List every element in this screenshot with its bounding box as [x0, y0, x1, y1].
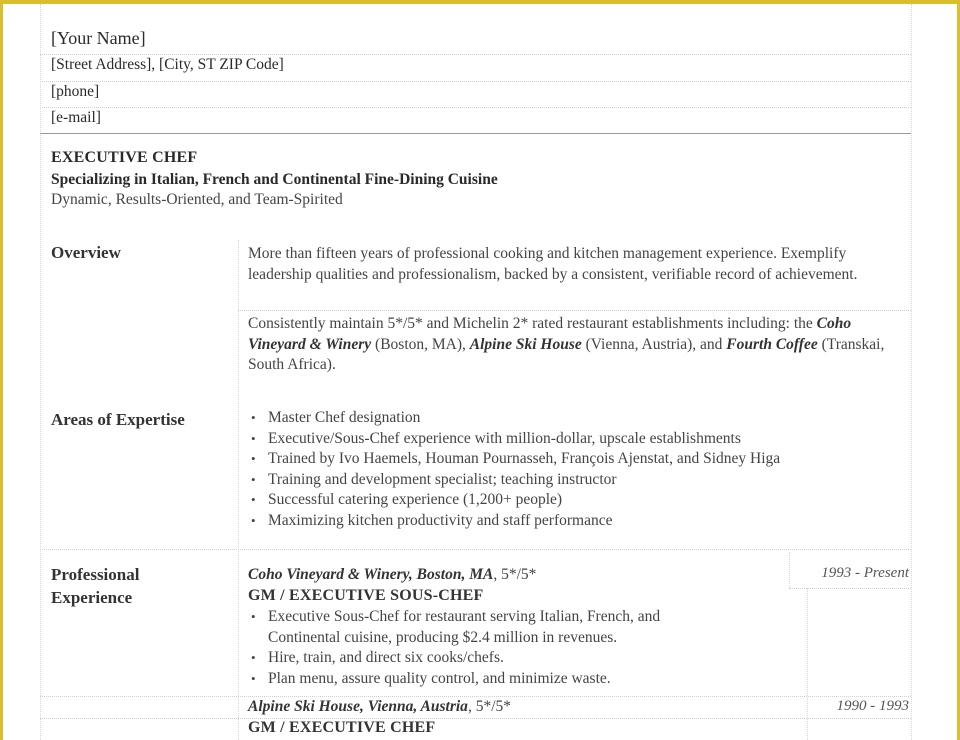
grid-line	[40, 107, 911, 108]
grid-line	[40, 81, 911, 82]
job-dates: 1990 - 1993	[836, 698, 909, 714]
section-heading-overview: Overview	[51, 243, 121, 262]
job-employer: Coho Vineyard & Winery, Boston, MA, 5*/5*	[248, 566, 537, 583]
grid-line	[40, 696, 911, 697]
resume-page	[3, 4, 957, 740]
grid-line	[238, 310, 911, 311]
traits: Dynamic, Results-Oriented, and Team-Spirited	[51, 191, 343, 208]
header-divider	[40, 133, 911, 134]
list-item: • Executive Sous-Chef for restaurant serving Italian, French, and Continental cuisine, producing $2.4 million in revenues.	[248, 607, 660, 648]
grid-line	[789, 552, 790, 588]
job-title: GM / EXECUTIVE CHEF	[248, 719, 436, 736]
job-duties-list	[248, 607, 660, 689]
job-dates: 1993 - Present	[821, 565, 909, 581]
grid-line	[238, 240, 239, 740]
list-item: • Master Chef designation	[248, 408, 780, 429]
grid-line	[789, 588, 911, 589]
list-item: • Plan menu, assure quality control, and minimize waste.	[248, 669, 660, 690]
list-item: • Training and development specialist; teaching instructor	[248, 470, 780, 491]
venue-name: Coho Vineyard & Winery	[248, 315, 852, 353]
job-employer: Alpine Ski House, Vienna, Austria, 5*/5*	[248, 698, 511, 715]
job-objective-title: EXECUTIVE CHEF	[51, 149, 198, 166]
grid-line	[40, 718, 911, 719]
applicant-name: [Your Name]	[51, 28, 146, 48]
list-item: • Maximizing kitchen productivity and staff performance	[248, 511, 780, 532]
venue-name: Alpine Ski House	[469, 335, 582, 353]
street-address: [Street Address], [City, ST ZIP Code]	[51, 56, 284, 73]
list-item: • Successful catering experience (1,200+ people)	[248, 490, 780, 511]
section-heading-experience: Professional Experience	[51, 565, 140, 607]
grid-line	[40, 549, 911, 550]
grid-line	[40, 4, 41, 740]
overview-paragraph-2: Consistently maintain 5*/5* and Michelin 2* rated restaurant establishments including: the Coho Vineyard & Winery (Boston, MA), Alpine Ski House (Vienna, Austria), and Fourth Coffee (Transkai, South Africa).	[248, 315, 885, 373]
venue-name: Fourth Coffee	[726, 335, 818, 353]
specialty: Specializing in Italian, French and Continental Fine-Dining Cuisine	[51, 171, 498, 188]
overview-paragraph-1: More than fifteen years of professional cooking and kitchen management experience. Exemplify leadership qualities and professionalism, backed by a consistent, verifiable record of achievement.	[248, 245, 858, 283]
grid-line	[911, 4, 912, 740]
email: [e-mail]	[51, 109, 101, 126]
grid-line	[40, 54, 911, 55]
job-title: GM / EXECUTIVE SOUS-CHEF	[248, 587, 484, 604]
list-item: • Trained by Ivo Haemels, Houman Pournasseh, François Ajenstat, and Sidney Higa	[248, 449, 780, 470]
section-heading-expertise: Areas of Expertise	[51, 410, 185, 429]
list-item: • Executive/Sous-Chef experience with million-dollar, upscale establishments	[248, 429, 780, 450]
list-item: • Hire, train, and direct six cooks/chefs.	[248, 648, 660, 669]
phone: [phone]	[51, 83, 100, 100]
expertise-list	[248, 408, 780, 532]
